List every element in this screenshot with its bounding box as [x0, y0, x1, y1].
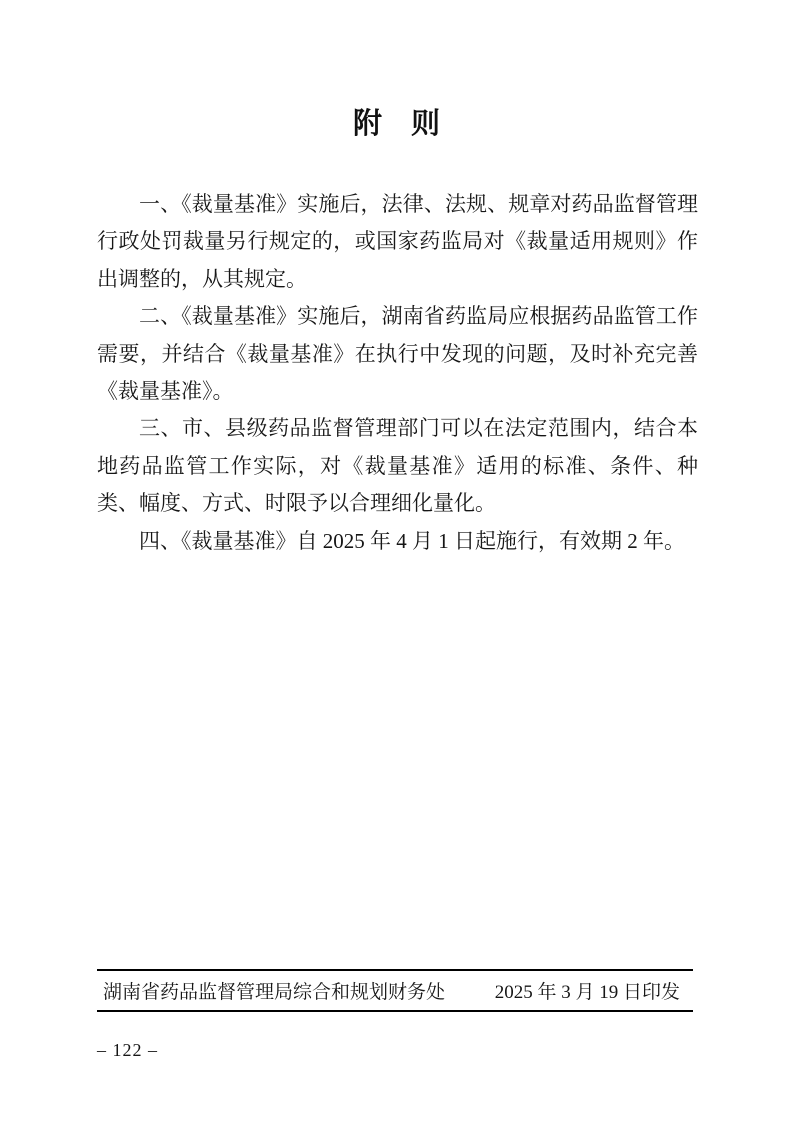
footer-colophon [97, 969, 693, 1012]
page-number: – 122 – [97, 1040, 158, 1060]
body-paragraph-4: 四、《裁量基准》自 2025 年 4 月 1 日起施行，有效期 2 年。 [139, 528, 685, 553]
body-paragraph-1: 一、《裁量基准》实施后，法律、法规、规章对药品监督管理行政处罚裁量另行规定的，或国家药监局对《裁量适用规则》作出调整的，从其规定。 [97, 192, 698, 291]
footer-issuer: 湖南省药品监督管理局综合和规划财务处 [103, 982, 446, 1003]
body-paragraph-2: 二、《裁量基准》实施后，湖南省药监局应根据药品监管工作需要，并结合《裁量基准》在执行中发现的问题，及时补充完善《裁量基准》。 [97, 304, 698, 404]
footer-print-date: 2025 年 3 月 19 日印发 [494, 982, 680, 1003]
page-title: 附 则 [352, 108, 440, 140]
document-body [97, 186, 698, 560]
body-paragraph-3: 三、市、县级药品监督管理部门可以在法定范围内，结合本地药品监管工作实际，对《裁量基准》适用的标准、条件、种类、幅度、方式、时限予以合理细化量化。 [97, 416, 698, 516]
